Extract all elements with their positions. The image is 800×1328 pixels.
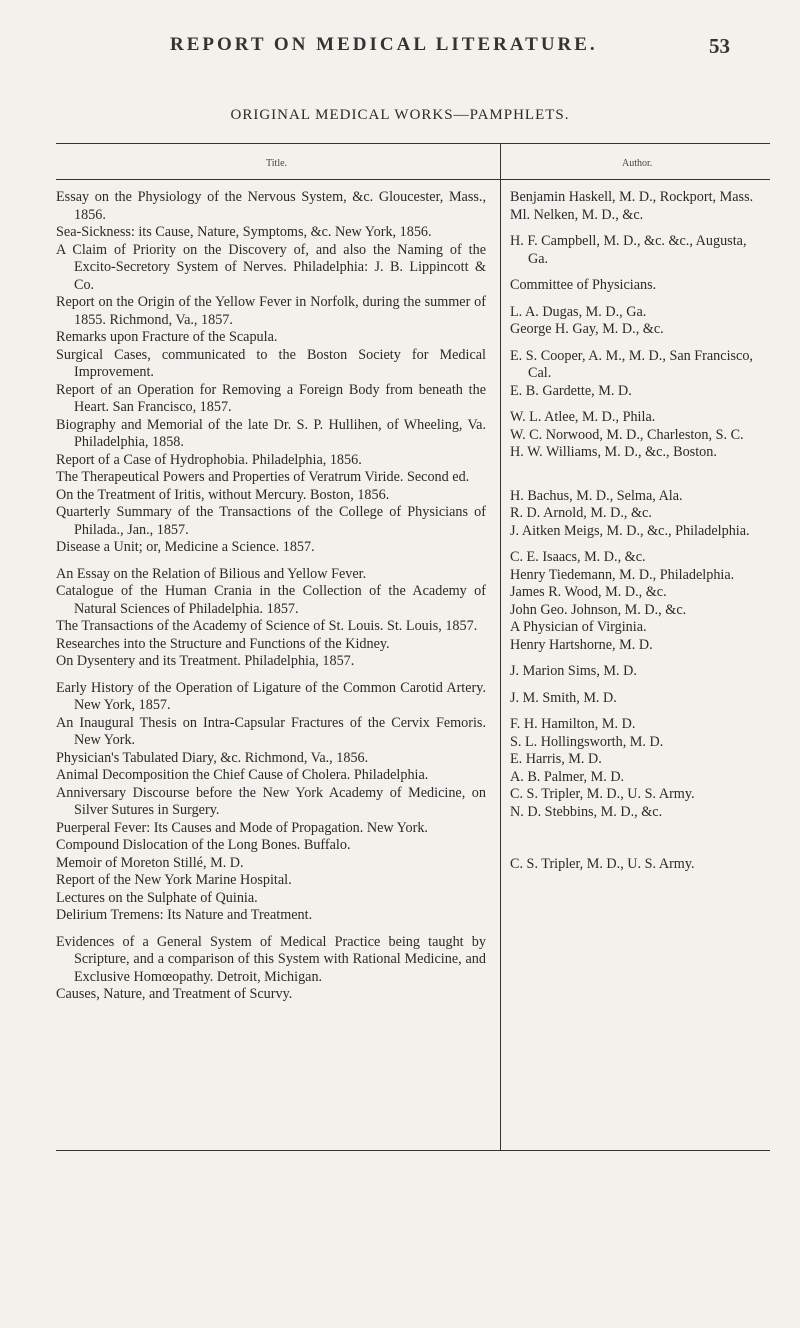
author-column [510, 189, 768, 874]
author-entry: E. B. Gardette, M. D. [510, 382, 632, 399]
author-entry: Ml. Nelken, M. D., &c. [510, 206, 644, 223]
running-head [0, 34, 800, 64]
title-entry: Evidences of a General System of Medical Practice being taught by Scripture, and a comparison of this System with Rational Medicine, and Exclusive Homœopathy. Detroit, Michigan. [56, 933, 486, 985]
section-title: ORIGINAL MEDICAL WORKS—PAMPHLETS. [230, 107, 570, 123]
title-entry: Anniversary Discourse before the New York Academy of Medicine, on Silver Sutures in Surgery. [56, 784, 486, 818]
author-entry: J. M. Smith, M. D. [510, 689, 617, 706]
author-entry: Henry Tiedemann, M. D., Philadelphia. [510, 566, 735, 583]
bottom-rule [56, 1150, 770, 1151]
author-entry: J. Aitken Meigs, M. D., &c., Philadelphia. [510, 522, 750, 539]
title-entry: Report of the New York Marine Hospital. [56, 872, 292, 888]
author-entry: Benjamin Haskell, M. D., Rockport, Mass. [510, 189, 754, 205]
title-entry: An Inaugural Thesis on Intra-Capsular Fractures of the Cervix Femoris. New York. [56, 714, 486, 748]
author-entry: Committee of Physicians. [510, 277, 657, 293]
author-entry: L. A. Dugas, M. D., Ga. [510, 303, 647, 320]
pamphlet-table [56, 143, 770, 1150]
title-entry: Essay on the Physiology of the Nervous System, &c. Gloucester, Mass., 1856. [56, 189, 486, 223]
author-entry: A Physician of Virginia. [510, 619, 647, 635]
page-number: 53 [709, 34, 730, 58]
title-entry: Causes, Nature, and Treatment of Scurvy. [56, 986, 293, 1002]
author-entry: James R. Wood, M. D., &c. [510, 584, 667, 600]
author-entry: George H. Gay, M. D., &c. [510, 321, 664, 337]
author-entry: N. D. Stebbins, M. D., &c. [510, 803, 663, 820]
author-entry: H. F. Campbell, M. D., &c. &c., Augusta, Ga. [510, 233, 747, 267]
title-entry: The Transactions of the Academy of Science of St. Louis. St. Louis, 1857. [56, 618, 478, 634]
running-title: REPORT ON MEDICAL LITERATURE. [170, 34, 598, 55]
column-divider [500, 144, 501, 1150]
author-column-header: Author. [622, 158, 653, 169]
author-entry: W. C. Norwood, M. D., Charleston, S. C. [510, 426, 744, 443]
author-entry: Henry Hartshorne, M. D. [510, 636, 653, 653]
title-entry: Lectures on the Sulphate of Quinia. [56, 889, 258, 906]
title-entry: Catalogue of the Human Crania in the Collection of the Academy of Natural Sciences of Philadelphia. 1857. [56, 583, 486, 617]
title-entry: Memoir of Moreton Stillé, M. D. [56, 854, 244, 871]
author-entry: R. D. Arnold, M. D., &c. [510, 505, 652, 521]
author-entry: H. W. Williams, M. D., &c., Boston. [510, 444, 717, 460]
title-entry: Puerperal Fever: Its Causes and Mode of Propagation. New York. [56, 819, 428, 836]
title-entry: An Essay on the Relation of Bilious and Yellow Fever. [56, 565, 367, 582]
title-entry: Researches into the Structure and Functions of the Kidney. [56, 635, 390, 652]
title-entry: Physician's Tabulated Diary, &c. Richmond, Va., 1856. [56, 749, 369, 766]
title-entry: Compound Dislocation of the Long Bones. Buffalo. [56, 837, 351, 853]
title-entry: Surgical Cases, communicated to the Boston Society for Medical Improvement. [56, 346, 486, 380]
author-entry: C. E. Isaacs, M. D., &c. [510, 549, 646, 565]
title-column [56, 189, 486, 1004]
title-entry: Early History of the Operation of Ligature of the Common Carotid Artery. New York, 1857. [56, 679, 486, 713]
title-entry: Report on the Origin of the Yellow Fever in Norfolk, during the summer of 1855. Richmond, Va., 1857. [56, 294, 486, 328]
author-entry: H. Bachus, M. D., Selma, Ala. [510, 487, 683, 504]
title-entry: Biography and Memorial of the late Dr. S. P. Hullihen, of Wheeling, Va. Philadelphia, 1858. [56, 416, 486, 450]
author-entry: S. L. Hollingsworth, M. D. [510, 733, 664, 750]
title-entry: On the Treatment of Iritis, without Mercury. Boston, 1856. [56, 486, 390, 503]
title-entry: The Therapeutical Powers and Properties of Veratrum Viride. Second ed. [56, 469, 470, 485]
author-entry: W. L. Atlee, M. D., Phila. [510, 409, 656, 425]
author-entry: J. Marion Sims, M. D. [510, 663, 637, 679]
title-entry: Disease a Unit; or, Medicine a Science. 1857. [56, 539, 315, 555]
title-entry: Report of a Case of Hydrophobia. Philadelphia, 1856. [56, 451, 362, 468]
author-entry: John Geo. Johnson, M. D., &c. [510, 601, 687, 618]
title-entry: Sea-Sickness: its Cause, Nature, Symptoms, &c. New York, 1856. [56, 224, 432, 240]
title-entry: A Claim of Priority on the Discovery of, and also the Naming of the Excito-Secretory System of Nerves. Philadelphia: J. B. Lippincott & Co. [56, 241, 486, 293]
header-rule [56, 179, 770, 180]
title-entry: Report of an Operation for Removing a Foreign Body from beneath the Heart. San Francisco, 1857. [56, 381, 486, 415]
title-column-header: Title. [266, 158, 288, 169]
author-entry: C. S. Tripler, M. D., U. S. Army. [510, 786, 695, 802]
title-entry: Delirium Tremens: Its Nature and Treatment. [56, 907, 313, 923]
title-entry: Quarterly Summary of the Transactions of the College of Physicians of Philada., Jan., 1857. [56, 504, 486, 538]
author-entry: F. H. Hamilton, M. D. [510, 716, 636, 732]
author-entry: C. S. Tripler, M. D., U. S. Army. [510, 856, 695, 872]
title-entry: Remarks upon Fracture of the Scapula. [56, 329, 278, 345]
author-entry: A. B. Palmer, M. D. [510, 768, 625, 785]
title-entry: Animal Decomposition the Chief Cause of Cholera. Philadelphia. [56, 767, 429, 783]
author-entry: E. Harris, M. D. [510, 751, 602, 767]
author-entry: E. S. Cooper, A. M., M. D., San Francisco, Cal. [510, 347, 753, 381]
title-entry: On Dysentery and its Treatment. Philadelphia, 1857. [56, 653, 355, 669]
